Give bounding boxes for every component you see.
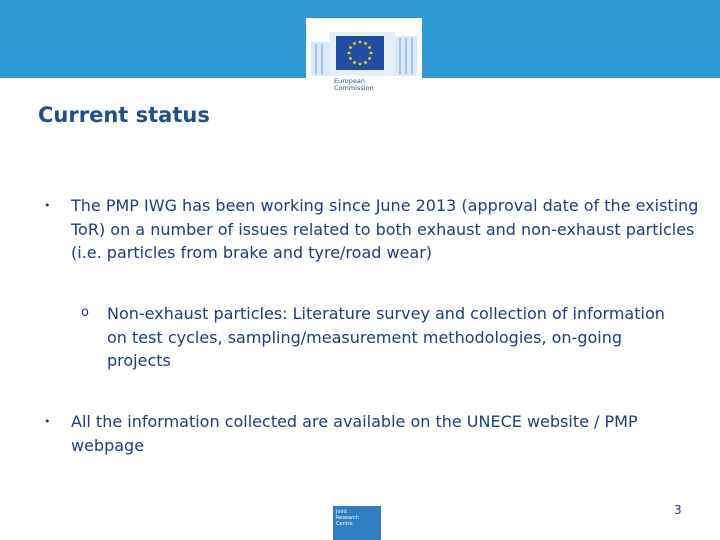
bullet-marker-2: • <box>44 415 51 428</box>
logo-wordmark <box>334 78 374 92</box>
jrc-line-3: Centre <box>336 521 353 527</box>
sub-bullet-marker: o <box>81 305 89 320</box>
bullet-item-2: All the information collected are available on the UNECE website / PMP webpage <box>71 412 638 455</box>
jrc-logo <box>333 506 381 540</box>
logo-line-1: European <box>334 77 365 85</box>
european-commission-logo <box>306 18 422 100</box>
jrc-line-1: Joint <box>336 509 348 515</box>
logo-line-2: Commission <box>334 84 374 92</box>
jrc-wordmark <box>336 509 359 527</box>
jrc-line-2: Research <box>336 515 359 521</box>
bullet-marker-1: • <box>44 199 51 212</box>
sub-bullet-item: Non-exhaust particles: Literature survey and collection of information on test cycles, sampling/measurement methodologies, on-going projects <box>107 304 665 370</box>
page-number: 3 <box>674 503 682 517</box>
slide-title: Current status <box>38 103 210 127</box>
commission-building-icon <box>309 22 419 76</box>
bullet-item-1: The PMP IWG has been working since June 2013 (approval date of the existing ToR) on a number of issues related to both exhaust and non-exhaust particles (i.e. particles from brake and tyre/road wear) <box>71 196 699 262</box>
